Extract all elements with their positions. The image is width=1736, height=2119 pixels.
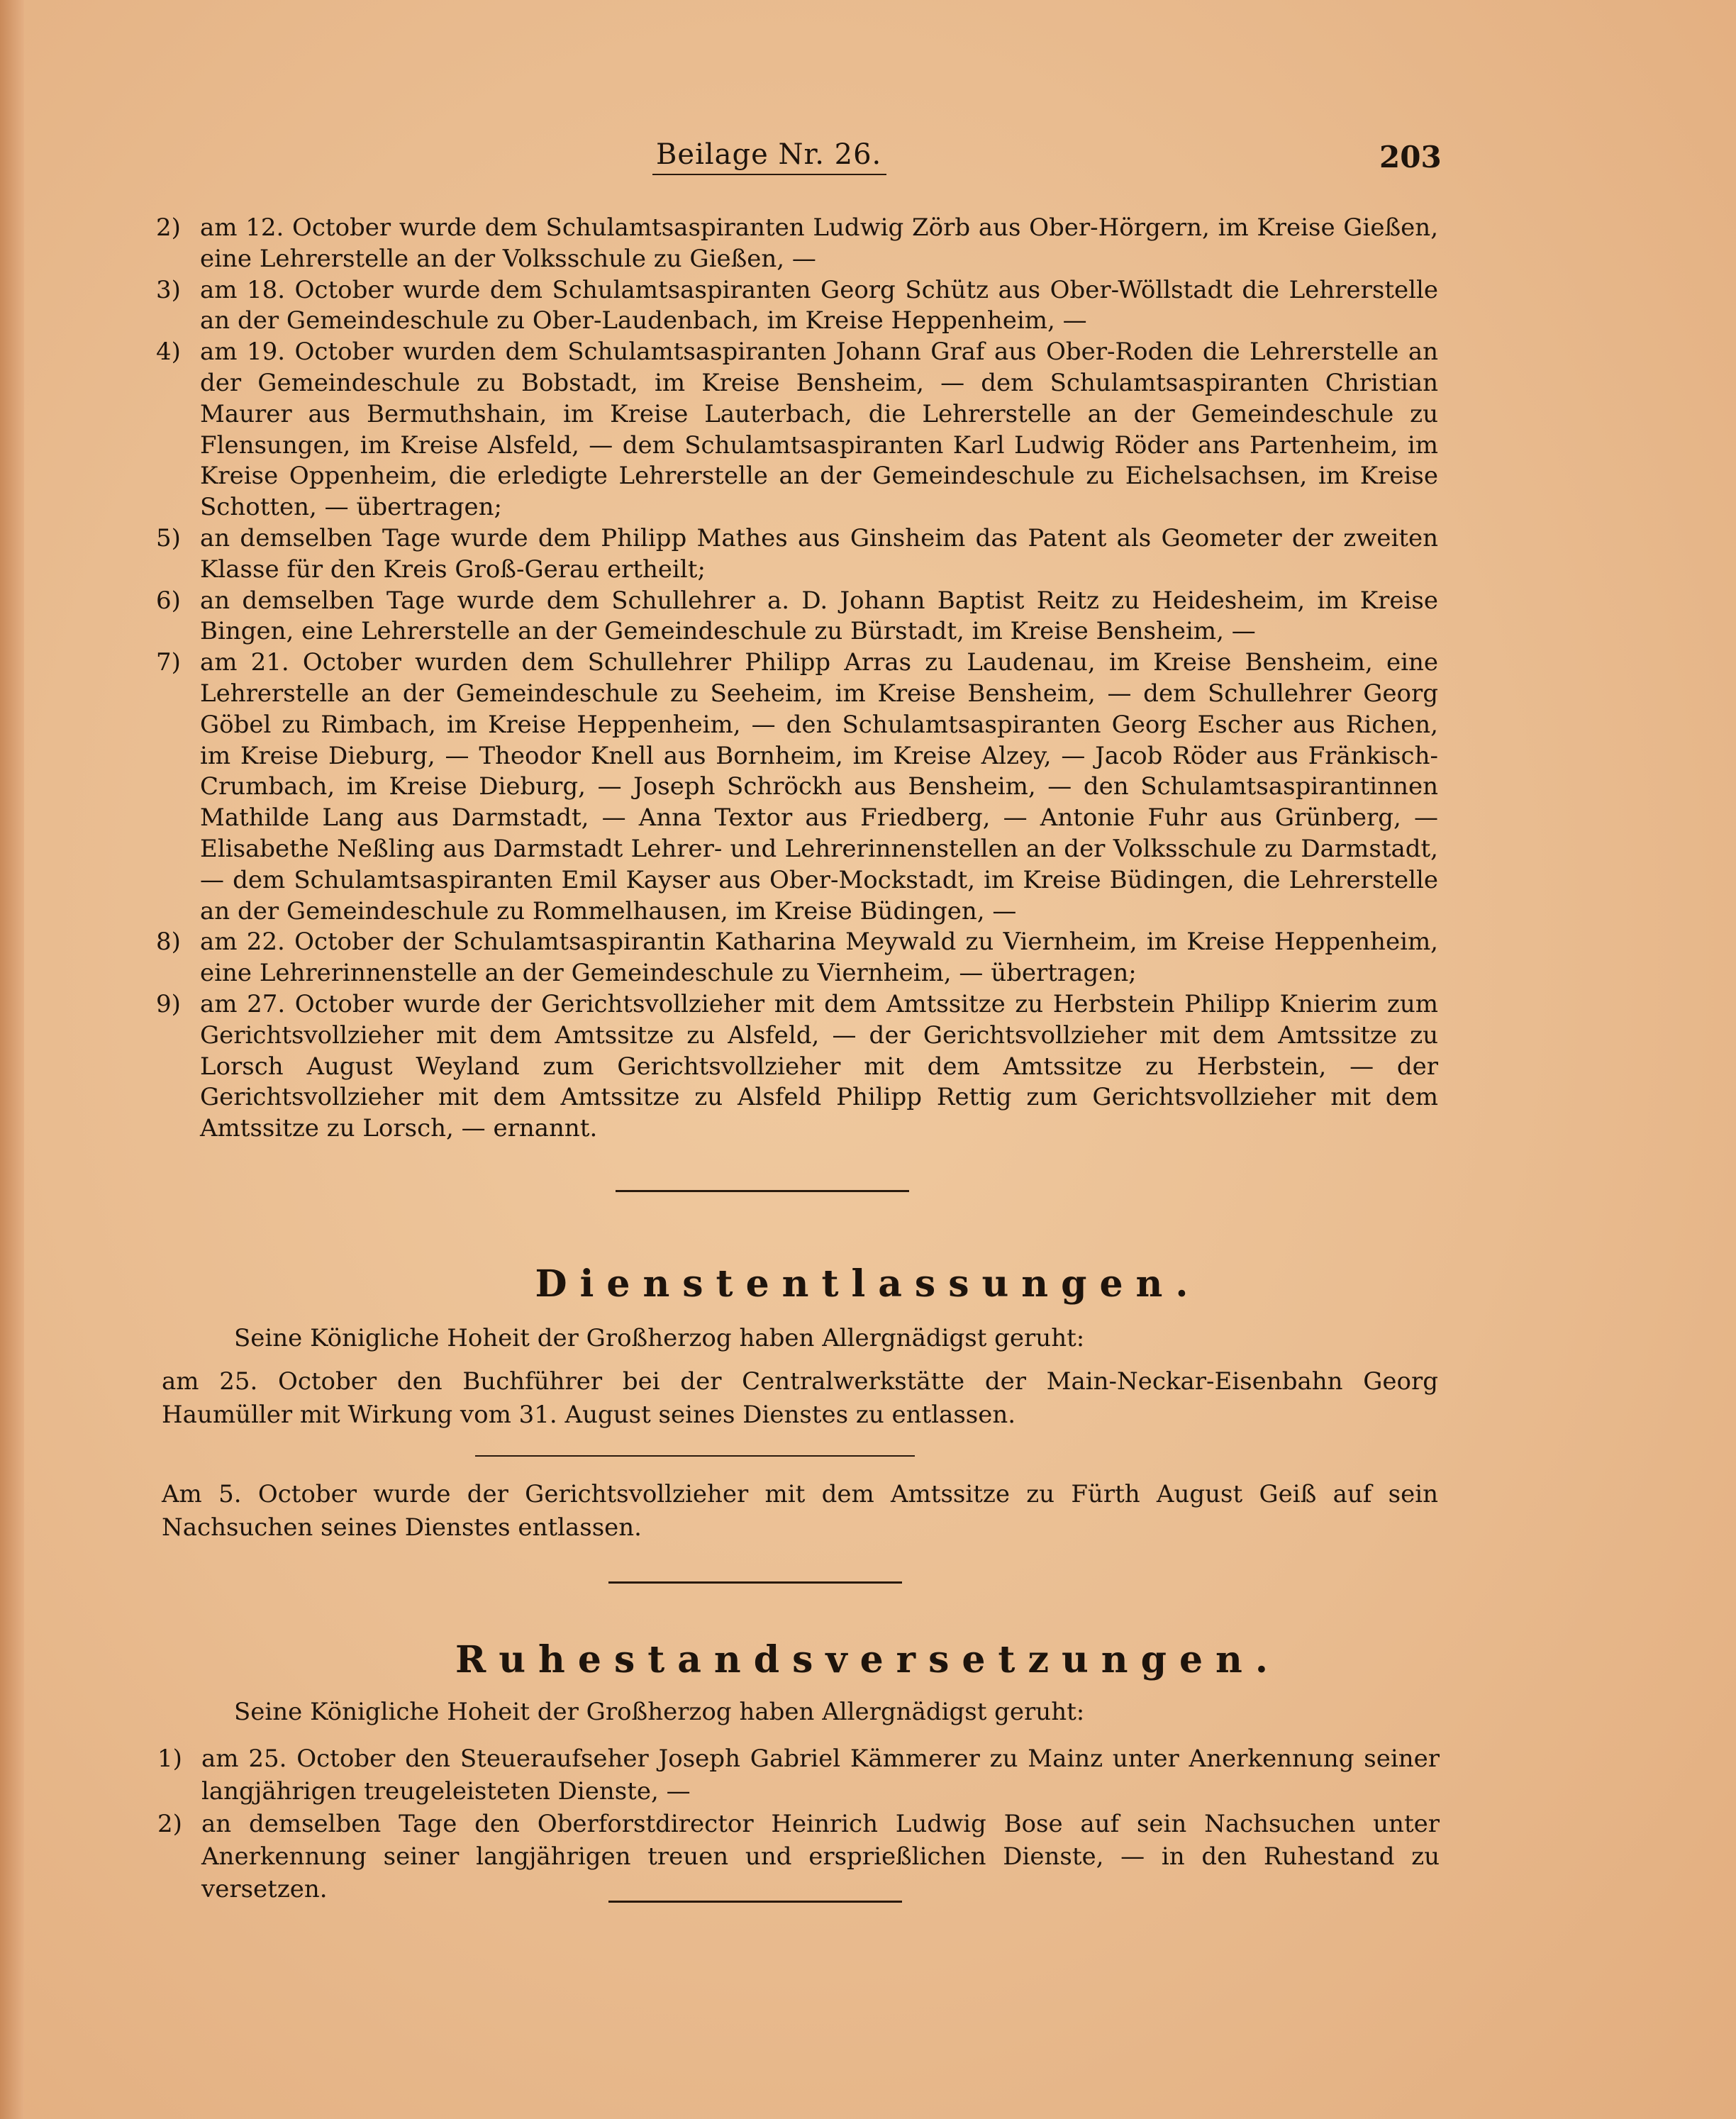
item-text: am 19. October wurden dem Schulamtsaspiranten Johann Graf aus Ober-Roden die Lehrerstelle an der Gemeindeschule zu Bobstadt, im Kreise Bensheim, — dem Schulamtsaspiranten Christian Maurer aus Bermuthshain, im Kreise Lauterbach, die Lehrerstelle an der Gemeindeschule zu Flensungen, im Kreise Alsfeld, — dem Schulamtsaspiranten Karl Ludwig Röder ans Partenheim, im Kreise Oppenheim, die erledigte Lehrerstelle an der Gemeindeschule zu Eichelsachsen, im Kreise Schotten, — übertragen; [200, 338, 1438, 522]
dismissals-paragraph: am 25. October den Buchführer bei der Centralwerkstätte der Main-Neckar-Eisenbahn Georg Haumüller mit Wirkung vom 31. August seines Dienstes zu entlassen. [162, 1367, 1438, 1429]
item-number: 3) [156, 275, 181, 304]
list-item [156, 647, 1438, 927]
page-binding-edge [0, 0, 24, 2119]
item-number: 8) [156, 928, 181, 957]
section-divider [608, 1581, 902, 1584]
item-number: 6) [156, 586, 181, 615]
appointments-list [156, 213, 1438, 1145]
list-item [157, 1808, 1440, 1906]
item-text: an demselben Tage wurde dem Schullehrer a. D. Johann Baptist Reitz zu Heidesheim, im Kreise Bingen, eine Lehrerstelle an der Gemeindeschule zu Bürstadt, im Kreise Bensheim, — [200, 586, 1438, 646]
item-text: am 22. October der Schulamtsaspirantin Katharina Meywald zu Viernheim, im Kreise Heppenheim, eine Lehrerinnenstelle an der Gemeindeschule zu Viernheim, — übertragen; [200, 928, 1438, 988]
item-text: am 27. October wurde der Gerichtsvollzieher mit dem Amtssitze zu Herbstein Philipp Knierim zum Gerichtsvollzieher mit dem Amtssitze zu Alsfeld, — der Gerichtsvollzieher mit dem Amtssitze zu Lorsch August Weyland zum Gerichtsvollzieher mit dem Amtssitze zu Herbstein, — der Gerichtsvollzieher mit dem Amtssitze zu Alsfeld Philipp Rettig zum Gerichtsvollzieher mit dem Amtssitze zu Lorsch, — ernannt. [200, 989, 1438, 1143]
item-number: 4) [156, 338, 181, 367]
header-title: Beilage Nr. 26. [656, 138, 882, 171]
list-item [156, 523, 1438, 586]
page-header [624, 138, 1442, 181]
list-item [156, 213, 1438, 275]
list-item [157, 1742, 1440, 1808]
item-text: am 21. October wurden dem Schullehrer Philipp Arras zu Laudenau, im Kreise Bensheim, eine Lehrerstelle an der Gemeindeschule zu Seeheim, im Kreise Bensheim, — dem Schullehrer Georg Göbel zu Rimbach, im Kreise Heppenheim, — den Schulamtsaspiranten Georg Escher aus Richen, im Kreise Dieburg, — Theodor Knell aus Bornheim, im Kreise Alzey, — Jacob Röder aus Fränkisch-Crumbach, im Kreise Dieburg, — Joseph Schröckh aus Bensheim, — den Schulamtsaspirantinnen Mathilde Lang aus Darmstadt, — Anna Textor aus Friedberg, — Antonie Fuhr aus Grünberg, — Elisabethe Neßling aus Darmstadt Lehrer- und Lehrerinnenstellen an der Volksschule zu Darmstadt, — dem Schulamtsaspiranten Emil Kayser aus Ober-Mockstadt, im Kreise Büdingen, die Lehrerstelle an der Gemeindeschule zu Rommelhausen, im Kreise Büdingen, — [200, 648, 1438, 925]
section-title-retirements: Ruhestandsversetzungen. [455, 1638, 1281, 1681]
item-number: 2) [157, 1810, 182, 1838]
item-number: 9) [156, 989, 181, 1018]
paragraph-divider [475, 1455, 915, 1457]
list-item [156, 275, 1438, 338]
item-number: 1) [157, 1745, 182, 1773]
retirements-list [157, 1742, 1440, 1906]
item-number: 7) [156, 648, 181, 677]
list-item [156, 337, 1438, 523]
item-text: an demselben Tage wurde dem Philipp Mathes aus Ginsheim das Patent als Geometer der zweiten Klasse für den Kreis Groß-Gerau ertheilt; [200, 523, 1438, 584]
section-divider [608, 1901, 902, 1903]
dismissals-notice: Am 5. October wurde der Gerichtsvollzieher mit dem Amtssitze zu Fürth August Geiß auf sein Nachsuchen seines Dienstes entlassen. [162, 1480, 1438, 1542]
retirements-intro: Seine Königliche Hoheit der Großherzog haben Allergnädigst geruht: [234, 1698, 1085, 1726]
page-number: 203 [1379, 140, 1442, 174]
list-item [156, 927, 1438, 989]
header-underline [652, 174, 886, 175]
list-item [156, 989, 1438, 1145]
item-text: an demselben Tage den Oberforstdirector Heinrich Ludwig Bose auf sein Nachsuchen unter Anerkennung seiner langjährigen treuen und ersprießlichen Dienste, — in den Ruhestand zu versetzen. [201, 1810, 1440, 1903]
list-item [156, 586, 1438, 648]
dismissals-intro: Seine Königliche Hoheit der Großherzog haben Allergnädigst geruht: [234, 1324, 1085, 1352]
section-title-dismissals: Dienstentlassungen. [535, 1262, 1201, 1306]
item-text: am 12. October wurde dem Schulamtsaspiranten Ludwig Zörb aus Ober-Hörgern, im Kreise Gießen, eine Lehrerstelle an der Volksschule zu Gießen, — [200, 213, 1438, 273]
item-text: am 25. October den Steueraufseher Joseph Gabriel Kämmerer zu Mainz unter Anerkennung seiner langjährigen treugeleisteten Dienste, — [201, 1745, 1440, 1806]
item-text: am 18. October wurde dem Schulamtsaspiranten Georg Schütz aus Ober-Wöllstadt die Lehrerstelle an der Gemeindeschule zu Ober-Laudenbach, im Kreise Heppenheim, — [200, 275, 1438, 335]
item-number: 5) [156, 523, 181, 552]
section-divider [616, 1190, 909, 1192]
item-number: 2) [156, 213, 181, 242]
